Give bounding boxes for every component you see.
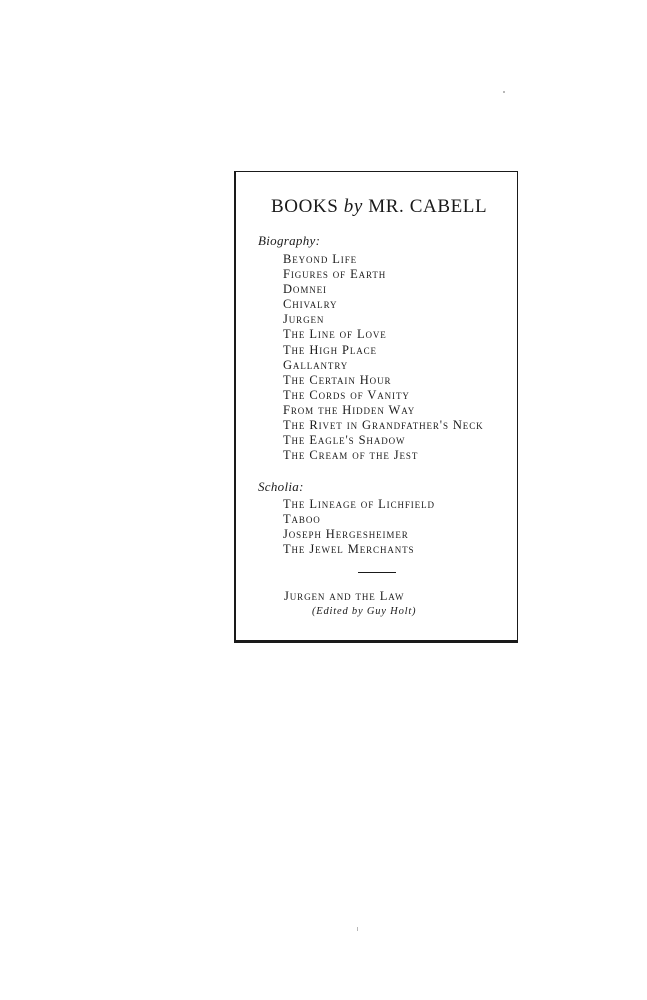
section-divider [358, 572, 396, 573]
appendix-editor-note: (Edited by Guy Holt) [312, 606, 417, 617]
list-item: Beyond Life [283, 252, 357, 266]
list-item: The Cream of the Jest [283, 448, 419, 463]
list-item: Domnei [283, 282, 327, 297]
title-author: MR. CABELL [368, 196, 488, 217]
list-item: The Line of Love [283, 327, 387, 342]
biography-list [283, 252, 484, 463]
list-item: The Lineage of Lichfield [283, 497, 435, 511]
list-item: Joseph Hergesheimer [283, 527, 409, 542]
biography-heading: Biography: [258, 233, 321, 248]
list-item: The Certain Hour [283, 372, 392, 387]
list-item: Figures of Earth [283, 267, 387, 282]
list-item: Chivalry [283, 297, 338, 312]
list-item: Jurgen [283, 312, 325, 327]
list-item: The Jewel Merchants [283, 542, 415, 557]
appendix-title: Jurgen and the Law [284, 589, 405, 603]
list-item: The Cords of Vanity [283, 387, 410, 402]
title-by: by [343, 196, 363, 217]
list-item: The High Place [283, 342, 377, 357]
scholia-heading: Scholia: [258, 479, 304, 494]
list-item: Gallantry [283, 357, 349, 372]
title-books: BOOKS [271, 196, 339, 217]
list-item: Taboo [283, 512, 321, 527]
list-item: The Eagle's Shadow [283, 433, 406, 448]
paper-speck [503, 91, 505, 93]
scholia-list [283, 497, 435, 557]
list-item: The Rivet in Grandfather's Neck [283, 418, 484, 433]
list-item: From the Hidden Way [283, 402, 416, 417]
page-title [271, 196, 487, 218]
paper-speck [357, 927, 358, 931]
